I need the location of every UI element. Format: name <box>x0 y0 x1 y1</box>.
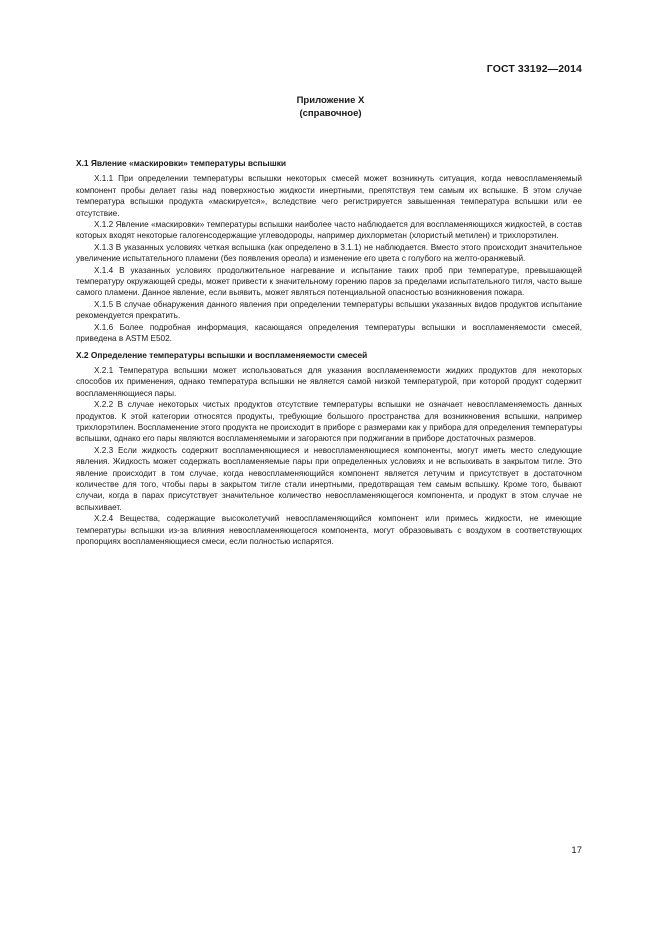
appendix-title: Приложение X <box>296 95 365 106</box>
paragraph-x1-4: X.1.4 В указанных условиях продолжительное нагревание и испытание таких проб при температуре, превышающей температуру окружающей среды, может привести к значительному горению паров за пределами испытательного тигля, часто выше самого пламени. Данное явление, если выявить, может являться потенциальной опасностью возникновения пожара. <box>76 265 582 298</box>
paragraph-x2-4: X.2.4 Вещества, содержащие высоколетучий невоспламеняющийся компонент или примесь жидкости, не имеющие температуры вспышки из-за влияния невоспламеняющегося компонента, могут образовывать с воздухом в соответствующих пропорциях воспламеняющиеся смеси, если полностью испарятся. <box>76 514 582 546</box>
paragraph-x1-1: X.1.1 При определении температуры вспышки некоторых смесей может возникнуть ситуация, когда невоспламеняемый компонент пробы делает газы над поверхностью жидкости инертными, препятствуя тем самым их вспышке. В этом случае температура вспышки продукта «маскируется», вследствие чего регистрируется завышенная температура вспышки или ее отсутствие. <box>76 174 582 218</box>
section-heading-x2: X.2 Определение температуры вспышки и воспламеняемости смесей <box>76 349 368 360</box>
paragraph-x2-3: X.2.3 Если жидкость содержит воспламеняющиеся и невоспламеняющиеся компоненты, могут иметь место следующие явления. Жидкость может содержать воспламеняемые пары при определенных условиях и не вспыхивать в закрытом тигле. Это явление происходит в том случае, когда невоспламеняющийся компонент является летучим и присутствует в достаточном количестве для того, чтобы пары в закрытом тигле стали инертными, предотвращая тем самым вспышку. Кроме того, бывают случаи, когда в парах присутствует значительное количество невоспламеняющегося компонента, и продукт в этом случае не вспыхивает. <box>76 445 582 512</box>
paragraph-x1-2: X.1.2 Явление «маскировки» температуры вспышки наиболее часто наблюдается для воспламеняющихся жидкостей, в состав которых входят некоторые галогенсодержащие углеводороды, например дихлорметан (хлористый метилен) и трихлорэтилен. <box>76 220 582 241</box>
paragraph-x1-3: X.1.3 В указанных условиях четкая вспышка (как определено в 3.1.1) не наблюдается. Вместо этого происходит значительное увеличение испытательного пламени (без появления ореола) и изменение его цвета с голубого на желто-оранжевый. <box>76 242 582 264</box>
paragraph-x2-2: X.2.2 В случае некоторых чистых продуктов отсутствие температуры вспышки не означает невоспламеняемость данных продуктов. К этой категории относятся продукты, требующие большого пространства для возникновения вспышки, например трихлорэтилен. Воспламенение этого продукта не происходит в приборе с размерами как у прибора для определения температуры вспышки, однако его пары являются воспламеняемыми и загораются при поджигании в приборе достаточных размеров. <box>76 400 582 444</box>
document-code: ГОСТ 33192—2014 <box>486 63 582 75</box>
page-number: 17 <box>571 845 582 856</box>
appendix-subtitle: (справочное) <box>299 108 362 119</box>
section-heading-x1: X.1 Явление «маскировки» температуры вспышки <box>76 158 287 168</box>
paragraph-x2-1: X.2.1 Температура вспышки может использоваться для указания воспламеняемости жидких продуктов для некоторых способов их применения, однако температура вспышки не является самой низкой температурой, при которой продукт содержит воспламеняющиеся пары. <box>76 365 582 398</box>
paragraph-x1-6: X.1.6 Более подробная информация, касающаяся определения температуры вспышки и воспламеняемости смесей, приведена в ASTM E502. <box>76 322 582 344</box>
paragraph-x1-5: X.1.5 В случае обнаружения данного явления при определении температуры вспышки указанных видов продуктов испытание рекомендуется прекратить. <box>76 299 582 321</box>
appendix-heading <box>0 94 661 120</box>
document-body <box>76 158 582 547</box>
